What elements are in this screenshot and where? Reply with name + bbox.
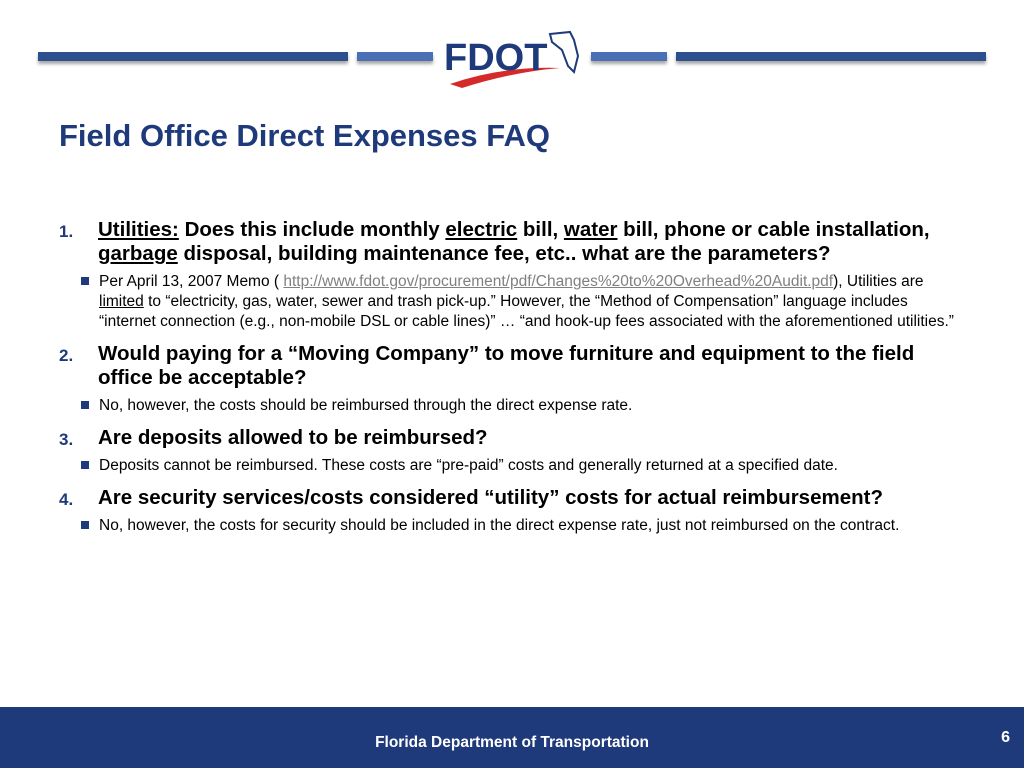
answer-text: No, however, the costs should be reimbursed through the direct expense rate. <box>99 397 633 414</box>
faq-question <box>59 218 959 266</box>
answer-text: to “electricity, gas, water, sewer and trash pick-up.” However, the “Method of Compensation” language includes “internet connection (e.g., non-mobile DSL or cable lines)” … “and hook-up fees associated with the aforementioned utilities.” <box>99 293 954 330</box>
answer-text: limited <box>99 293 144 310</box>
question-text: Utilities: <box>98 218 179 241</box>
question-number: 1. <box>59 222 74 241</box>
faq-question <box>59 486 959 510</box>
bullet-square-icon <box>81 461 89 469</box>
header-bar-left <box>38 52 348 61</box>
question-text: water <box>563 218 618 241</box>
faq-question <box>59 342 959 390</box>
faq-list <box>59 218 959 546</box>
question-text: garbage <box>98 242 178 265</box>
faq-answer <box>59 272 959 332</box>
slide-title: Field Office Direct Expenses FAQ <box>59 118 550 153</box>
question-text: bill, phone or cable installation, <box>617 218 930 241</box>
question-text: Are security services/costs considered “utility” costs for actual reimbursement? <box>98 486 883 509</box>
fdot-logo-text: FDOT <box>444 37 548 79</box>
answer-text: No, however, the costs for security should be included in the direct expense rate, just not reimbursed on the contract. <box>99 517 900 534</box>
question-text: disposal, building maintenance fee, etc.. what are the parameters? <box>177 242 831 265</box>
answer-text: Per April 13, 2007 Memo ( <box>99 273 284 290</box>
memo-link[interactable]: http://www.fdot.gov/procurement/pdf/Changes%20to%20Overhead%20Audit.pdf <box>283 273 834 290</box>
question-number: 4. <box>59 490 74 509</box>
answer-text: ), Utilities are <box>833 273 924 290</box>
header-bar-right-short <box>591 52 667 61</box>
footer <box>0 707 1024 768</box>
faq-question <box>59 426 959 450</box>
bullet-square-icon <box>81 401 89 409</box>
question-number: 2. <box>59 346 74 365</box>
question-text: Would paying for a “Moving Company” to move furniture and equipment to the field office be acceptable? <box>98 342 915 389</box>
header-bar-mid <box>357 52 433 61</box>
question-text: electric <box>445 218 518 241</box>
header-bar-right <box>676 52 986 61</box>
answer-text: Deposits cannot be reimbursed. These costs are “pre-paid” costs and generally returned at a specified date. <box>99 457 838 474</box>
question-number: 3. <box>59 430 74 449</box>
question-text: bill, <box>517 218 564 241</box>
bullet-square-icon <box>81 521 89 529</box>
fdot-logo <box>442 26 582 90</box>
footer-text: Florida Department of Transportation <box>375 734 649 751</box>
faq-answer <box>59 516 959 536</box>
faq-answer <box>59 396 959 416</box>
bullet-square-icon <box>81 277 89 285</box>
question-text: Does this include monthly <box>178 218 446 241</box>
page-number: 6 <box>1001 729 1010 746</box>
question-text: Are deposits allowed to be reimbursed? <box>98 426 488 449</box>
faq-answer <box>59 456 959 476</box>
